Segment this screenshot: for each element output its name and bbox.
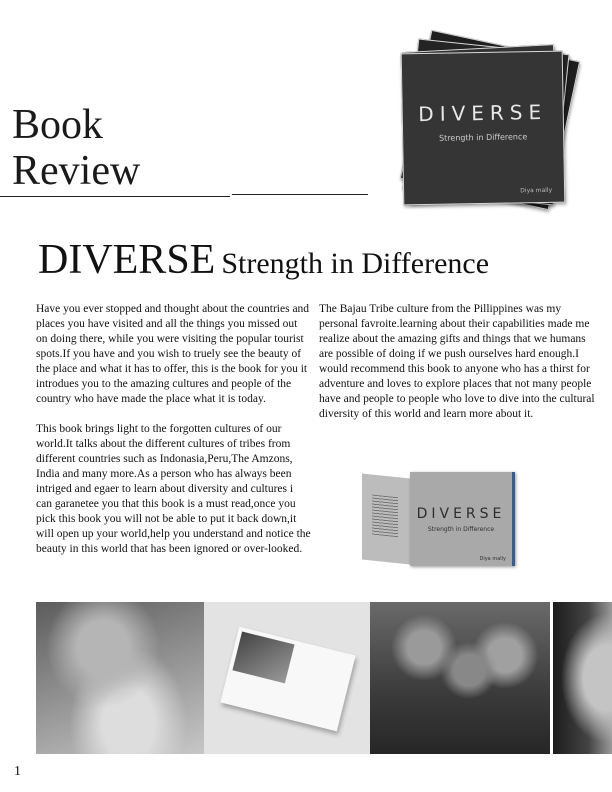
- book-back-page: [362, 473, 410, 564]
- open-book-spread: [220, 627, 355, 732]
- section-title: [12, 102, 140, 194]
- cover-title: DIVERSE: [418, 99, 548, 127]
- photo-open-book: [204, 602, 370, 754]
- cover-subtitle: Strength in Difference: [438, 132, 528, 143]
- headline-sub: Strength in Difference: [221, 247, 490, 280]
- book-cover-front: [401, 51, 566, 206]
- paragraph: Have you ever stopped and thought about the countries and places you have visited and all the things you missed out on doing there, while you were visiting the popular tourist spots.If you have and you wish to truely see the beauty of the place and what it has to offer, this is the book for you it introdues you to the amazing cultures and people of the country who have made the place what it is today.: [36, 303, 310, 405]
- mockup-title: DIVERSE: [416, 506, 506, 522]
- article-column-left: [36, 302, 311, 572]
- title-rule-right: [232, 194, 368, 195]
- section-title-line1: Book: [12, 102, 104, 148]
- article-column-right: [319, 302, 596, 437]
- photo-diver: [36, 602, 204, 754]
- page-number: 1: [14, 764, 21, 779]
- paragraph: The Bajau Tribe culture from the Pillippines was my personal favroite.learning about their capabilities made me realize about the amazing gifts and things that we humans are possible of doing if we push ourselves hard enough.I would recommend this book to anyone who has a thirst for adventure and loves to explore places that not many people have and people to people who love to dive into the cultural diversity of this world and learn more about it.: [319, 303, 595, 420]
- cover-author: Diya mally: [520, 186, 553, 195]
- title-rule-left: [0, 196, 230, 197]
- paragraph: This book brings light to the forgotten cultures of our world.It talks about the different cultures of tribes from different countries such as Indonasia,Peru,The Amzons, India and many more.As a person who has always been intriged and egaer to learn about diversity and cultures i can garanetee you that this book is a must read,once you pick this book you will not be able to put it back down,it will open up your world,help you understand and notice the beauty in this world that has been ignored or over-looked.: [36, 423, 311, 555]
- mockup-author: Diya mally: [479, 556, 506, 562]
- photo-children: [370, 602, 550, 754]
- mockup-subtitle: Strength in Difference: [427, 526, 495, 533]
- photo-portrait: [553, 602, 612, 754]
- book-mockup-image: [362, 472, 512, 564]
- section-title-line2: Review: [12, 148, 141, 194]
- book-stack-image: [392, 26, 582, 216]
- article-headline: [38, 236, 489, 284]
- book-mockup-cover: [410, 472, 515, 566]
- headline-main: DIVERSE: [38, 237, 216, 283]
